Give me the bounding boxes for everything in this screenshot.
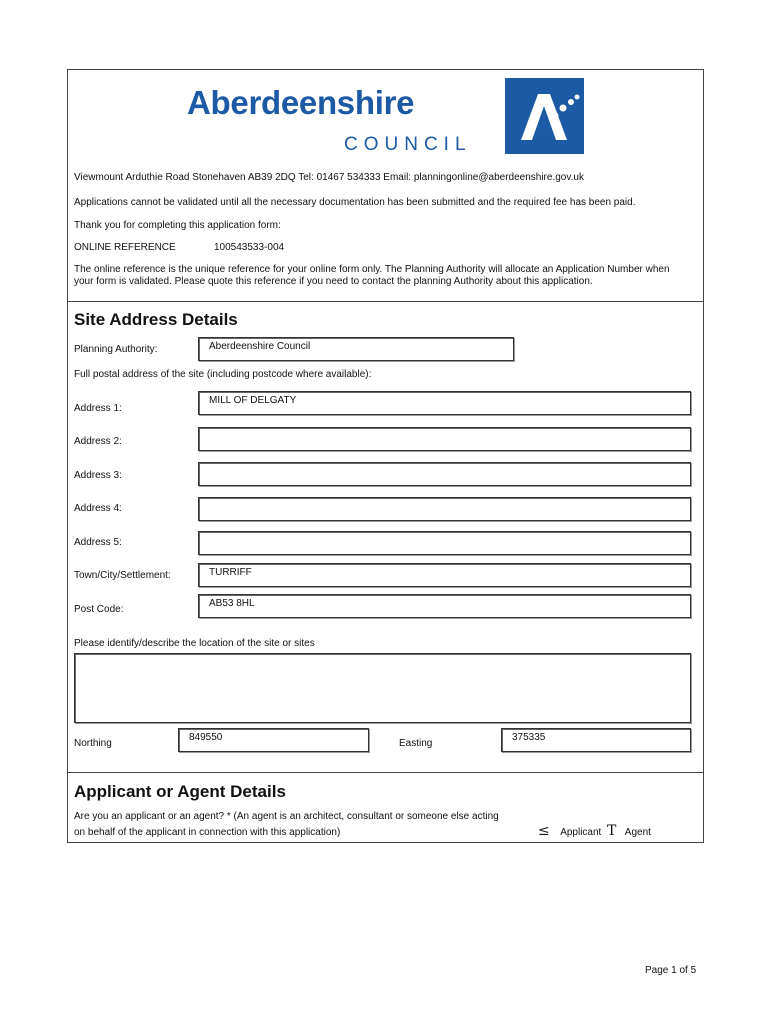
applicant-question-line-2: on behalf of the applicant in connection with this application): [74, 827, 341, 838]
applicant-radio-label: Applicant: [560, 827, 602, 838]
address-3-label: Address 3:: [74, 470, 122, 481]
planning-authority-label: Planning Authority:: [74, 344, 158, 355]
site-location-prompt: Please identify/describe the location of the site or sites: [74, 638, 315, 649]
online-reference-label: ONLINE REFERENCE: [74, 242, 176, 253]
site-location-textarea[interactable]: [74, 653, 691, 723]
reference-note-line-2: your form is validated. Please quote this reference if you need to contact the planning Authority about this application.: [74, 276, 593, 287]
agent-radio-symbol: T: [607, 823, 617, 839]
easting-field[interactable]: 375335: [501, 728, 691, 752]
town-field[interactable]: TURRIFF: [198, 563, 691, 587]
town-label: Town/City/Settlement:: [74, 570, 171, 581]
logo-wordmark: Aberdeenshire: [187, 84, 415, 121]
address-4-field[interactable]: [198, 497, 691, 521]
applicant-agent-heading: Applicant or Agent Details: [74, 782, 286, 801]
address-5-field[interactable]: [198, 531, 691, 555]
section-divider: [67, 772, 704, 773]
thanks-text: Thank you for completing this application form:: [74, 220, 281, 231]
planning-authority-field[interactable]: Aberdeenshire Council: [198, 337, 514, 361]
northing-field[interactable]: 849550: [178, 728, 369, 752]
post-code-label: Post Code:: [74, 604, 124, 615]
reference-note-line-1: The online reference is the unique reference for your online form only. The Planning Authority will allocate an Application Number when: [74, 264, 670, 275]
section-divider: [67, 301, 704, 302]
easting-label: Easting: [399, 738, 433, 749]
address-2-field[interactable]: [198, 427, 691, 451]
validation-note: Applications cannot be validated until all the necessary documentation has been submitted and the required fee has been paid.: [74, 197, 636, 208]
form-frame: [67, 69, 704, 843]
applicant-radio[interactable]: [538, 822, 601, 840]
address-5-label: Address 5:: [74, 537, 122, 548]
logo-council-text: COUNCIL: [344, 134, 472, 155]
reference-note: [74, 264, 698, 288]
northing-label: Northing: [74, 738, 112, 749]
address-1-label: Address 1:: [74, 403, 122, 414]
agent-radio-label: Agent: [624, 827, 651, 838]
address-2-label: Address 2:: [74, 436, 122, 447]
council-contact-line: Viewmount Arduthie Road Stonehaven AB39 2DQ Tel: 01467 534333 Email: planningonline@aberdeenshire.gov.uk: [74, 172, 584, 183]
address-3-field[interactable]: [198, 462, 691, 486]
agent-radio[interactable]: [607, 822, 651, 840]
address-1-field[interactable]: MILL OF DELGATY: [198, 391, 691, 415]
site-address-heading: Site Address Details: [74, 310, 238, 329]
page-number: Page 1 of 5: [645, 965, 697, 976]
applicant-radio-symbol: ≤: [538, 823, 550, 839]
address-4-label: Address 4:: [74, 503, 122, 514]
online-reference-value: 100543533-004: [214, 242, 285, 253]
applicant-question-line-1: Are you an applicant or an agent? * (An agent is an architect, consultant or someone else acting: [74, 811, 499, 822]
postal-address-prompt: Full postal address of the site (including postcode where available):: [74, 369, 372, 380]
post-code-field[interactable]: AB53 8HL: [198, 594, 691, 618]
council-logo-icon: [505, 78, 584, 154]
